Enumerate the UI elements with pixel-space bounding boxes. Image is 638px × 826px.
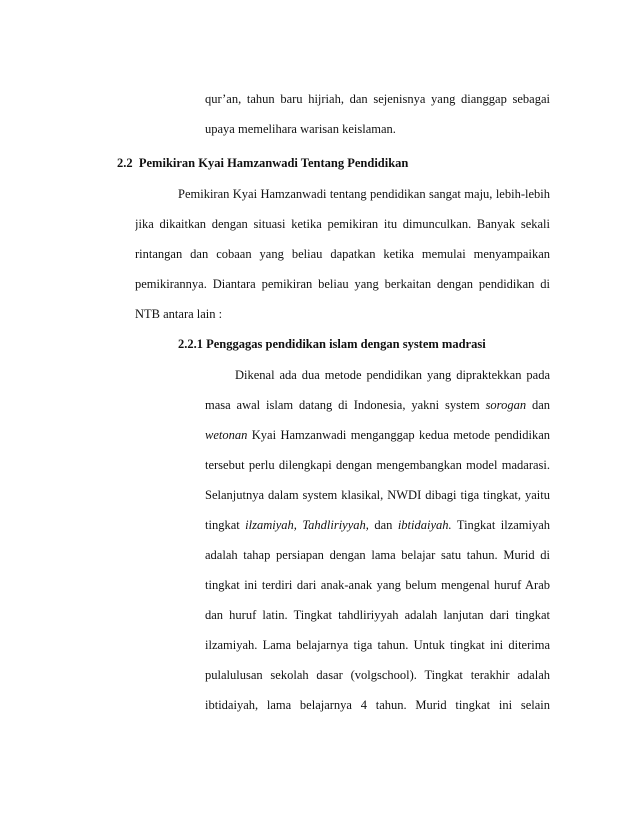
subsection-line-2 — [205, 397, 550, 413]
paragraph-line-4: pemikirannya. Diantara pemikiran beliau yang berkaitan dengan pendidikan di — [135, 277, 550, 291]
continuation-line-2: upaya memelihara warisan keislaman. — [205, 122, 396, 136]
subsection-line-12: ibtidaiyah, lama belajarnya 4 tahun. Murid tingkat ini selain — [205, 698, 550, 712]
subsection-title: Penggagas pendidikan islam dengan system madrasi — [206, 337, 486, 351]
subsection-line-11: pulalulusan sekolah dasar (volgschool). Tingkat terakhir adalah — [205, 668, 550, 682]
section-number: 2.2 — [117, 156, 133, 170]
subsection-line-4: tersebut perlu dilengkapi dengan mengembangkan model madarasi. — [205, 458, 550, 472]
line-text: Kyai Hamzanwadi menganggap kedua metode pendidikan — [251, 428, 550, 442]
line-text: masa awal islam datang di Indonesia, yakni system — [205, 398, 480, 412]
term-tahdliriyyah: Tahdliriyyah, — [302, 518, 369, 532]
line-text: dan — [374, 518, 393, 532]
subsection-heading — [178, 336, 558, 352]
continuation-line-1: qur’an, tahun baru hijriah, dan sejenisnya yang dianggap sebagai — [205, 92, 550, 106]
subsection-line-8: tingkat ini terdiri dari anak-anak yang belum mengenal huruf Arab — [205, 578, 550, 592]
subsection-line-3 — [205, 427, 550, 443]
paragraph-line-2: jika dikaitkan dengan situasi ketika pemikiran itu dimunculkan. Banyak sekali — [135, 217, 550, 231]
term-sorogan: sorogan — [485, 398, 527, 412]
subsection-number: 2.2.1 — [178, 337, 203, 351]
section-heading — [117, 155, 557, 171]
subsection-line-7: adalah tahap persiapan dengan lama belajar satu tahun. Murid di — [205, 548, 550, 562]
paragraph-line-5: NTB antara lain : — [135, 307, 223, 321]
line-text: dan — [531, 398, 550, 412]
term-wetonan: wetonan — [205, 428, 248, 442]
paragraph-line-3: rintangan dan cobaan yang beliau dapatkan ketika memulai menyampaikan — [135, 247, 550, 261]
line-text: Tingkat ilzamiyah — [456, 518, 550, 532]
subsection-line-6 — [205, 517, 550, 533]
paragraph-line-1: Pemikiran Kyai Hamzanwadi tentang pendidikan sangat maju, lebih-lebih — [178, 187, 550, 201]
subsection-line-5: Selanjutnya dalam system klasikal, NWDI dibagi tiga tingkat, yaitu — [205, 488, 550, 502]
subsection-line-9: dan huruf latin. Tingkat tahdliriyyah adalah lanjutan dari tingkat — [205, 608, 550, 622]
subsection-line-1: Dikenal ada dua metode pendidikan yang dipraktekkan pada — [235, 368, 550, 382]
term-ibtidaiyah: ibtidaiyah. — [397, 518, 452, 532]
subsection-line-10: ilzamiyah. Lama belajarnya tiga tahun. Untuk tingkat ini diterima — [205, 638, 550, 652]
section-title: Pemikiran Kyai Hamzanwadi Tentang Pendidikan — [138, 156, 409, 170]
line-text: tingkat — [205, 518, 240, 532]
term-ilzamiyah: ilzamiyah, — [245, 518, 297, 532]
